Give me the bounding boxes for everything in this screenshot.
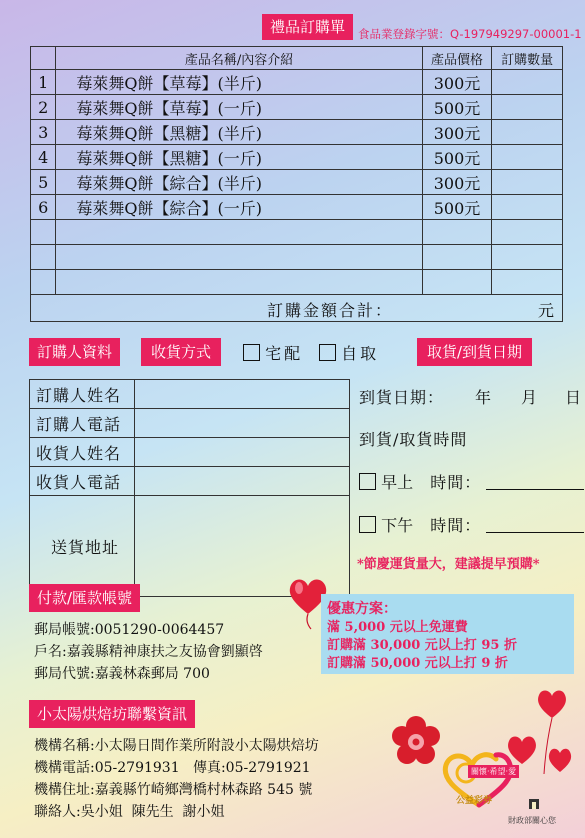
home-delivery-option[interactable] — [243, 341, 303, 364]
quantity-cell[interactable] — [492, 245, 563, 270]
day-label: 日 — [565, 388, 582, 407]
org-address: 機構住址:嘉義縣竹崎鄉灣橋村林森路 545 號 — [34, 782, 313, 798]
promo-title: 優惠方案： — [327, 601, 397, 617]
table-row — [31, 120, 563, 145]
delivery-date-tag: 取貨/到貨日期 — [417, 338, 532, 366]
contact-tag: 小太陽烘焙坊聯繫資訊 — [29, 700, 195, 728]
row-number: 5 — [31, 170, 56, 195]
account-holder: 戶名:嘉義縣精神康扶之友協會劉顯啓 — [34, 644, 263, 660]
product-name: 莓萊舞Q餅【黑糖】(半斤) — [56, 120, 422, 145]
product-name: 莓萊舞Q餅【草莓】(一斤) — [56, 95, 422, 120]
lottery-label: 公益彩券 — [456, 796, 493, 806]
table-row — [31, 145, 563, 170]
recipient-name-field[interactable] — [135, 438, 350, 467]
postal-branch-code: 郵局代號:嘉義林森郵局 700 — [34, 666, 210, 682]
morning-time-line[interactable] — [486, 489, 584, 490]
product-price: 500元 — [422, 145, 491, 170]
promo-line: 訂購滿 50,000 元以上打 9 折 — [327, 656, 508, 671]
col-price-header: 產品價格 — [422, 47, 491, 70]
promo-box — [321, 594, 574, 674]
row-number: 2 — [31, 95, 56, 120]
product-price: 300元 — [422, 70, 491, 95]
pickup-checkbox[interactable] — [319, 344, 336, 361]
afternoon-option[interactable] — [359, 513, 585, 536]
buyer-name-field[interactable] — [135, 380, 350, 409]
quantity-cell[interactable] — [492, 270, 563, 295]
lottery-ribbon: 關懷‧希望‧愛 — [468, 765, 519, 778]
order-table — [30, 46, 563, 322]
afternoon-time-label: 時間： — [430, 516, 482, 535]
product-price: 300元 — [422, 120, 491, 145]
org-name: 機構名稱:小太陽日間作業所附設小太陽烘焙坊 — [34, 738, 319, 754]
ministry-emblem-icon — [527, 797, 541, 811]
arrival-date-label: 到貨日期： — [359, 388, 445, 407]
product-price: 500元 — [422, 95, 491, 120]
pickup-option[interactable] — [319, 341, 379, 364]
year-label: 年 — [475, 388, 492, 407]
total-row — [31, 295, 563, 322]
home-delivery-checkbox[interactable] — [243, 344, 260, 361]
total-label: 訂購金額合計： — [267, 301, 394, 320]
quantity-cell[interactable] — [492, 145, 563, 170]
org-phone: 機構電話:05-2791931 傳真:05-2791921 — [34, 760, 311, 776]
afternoon-time-line[interactable] — [486, 532, 584, 533]
product-price: 300元 — [422, 170, 491, 195]
quantity-cell[interactable] — [492, 220, 563, 245]
table-row-empty — [31, 245, 563, 270]
recipient-phone-field[interactable] — [135, 467, 350, 496]
buyer-info-tag: 訂購人資料 — [29, 338, 120, 366]
buyer-phone-field[interactable] — [135, 409, 350, 438]
product-name: 莓萊舞Q餅【黑糖】(一斤) — [56, 145, 422, 170]
product-price: 500元 — [422, 195, 491, 220]
col-name-header: 產品名稱/內容介紹 — [56, 47, 422, 70]
table-row — [31, 195, 563, 220]
product-name: 莓萊舞Q餅【草莓】(半斤) — [56, 70, 422, 95]
recipient-phone-label: 收貨人電話 — [30, 467, 135, 496]
promo-line: 滿 5,000 元以上免運費 — [327, 620, 468, 635]
order-header-row — [31, 47, 563, 70]
delivery-method-tag: 收貨方式 — [141, 338, 221, 366]
quantity-cell[interactable] — [492, 195, 563, 220]
row-number: 3 — [31, 120, 56, 145]
contact-person: 聯絡人:吳小姐 陳先生 謝小姐 — [34, 804, 225, 820]
product-name: 莓萊舞Q餅【綜合】(一斤) — [56, 195, 422, 220]
arrival-date-row — [359, 385, 585, 407]
afternoon-label: 下午 — [381, 516, 414, 535]
quantity-cell[interactable] — [492, 95, 563, 120]
total-unit: 元 — [537, 301, 554, 320]
table-row-empty — [31, 270, 563, 295]
quantity-cell[interactable] — [492, 120, 563, 145]
home-delivery-label: 宅配 — [265, 344, 304, 363]
col-no-header — [31, 47, 56, 70]
food-license-number: 食品業登錄字號：Q-197949297-00001-1 — [358, 27, 582, 41]
row-number: 6 — [31, 195, 56, 220]
table-row-empty — [31, 220, 563, 245]
arrival-time-label: 到貨/取貨時間 — [359, 430, 468, 449]
holiday-notice: *節慶運貨量大，建議提早預購* — [357, 557, 540, 572]
ministry-slogan: 財政部關心您 — [508, 816, 556, 825]
address-label: 送貨地址 — [30, 496, 135, 597]
quantity-cell[interactable] — [492, 170, 563, 195]
promo-line: 訂購滿 30,000 元以上打 95 折 — [327, 638, 517, 653]
quantity-cell[interactable] — [492, 70, 563, 95]
postal-account: 郵局帳號:0051290-0064457 — [34, 622, 225, 638]
form-title: 禮品訂購單 — [262, 14, 353, 40]
pickup-label: 自取 — [341, 344, 380, 363]
morning-time-label: 時間： — [430, 473, 482, 492]
table-row — [31, 170, 563, 195]
table-row — [31, 95, 563, 120]
afternoon-checkbox[interactable] — [359, 516, 376, 533]
morning-label: 早上 — [381, 473, 414, 492]
row-number: 4 — [31, 145, 56, 170]
month-label: 月 — [521, 388, 538, 407]
row-number: 1 — [31, 70, 56, 95]
buyer-name-label: 訂購人姓名 — [30, 380, 135, 409]
morning-option[interactable] — [359, 470, 585, 493]
buyer-info-table — [29, 379, 350, 597]
col-qty-header: 訂購數量 — [492, 47, 563, 70]
morning-checkbox[interactable] — [359, 473, 376, 490]
buyer-phone-label: 訂購人電話 — [30, 409, 135, 438]
table-row — [31, 70, 563, 95]
product-name: 莓萊舞Q餅【綜合】(半斤) — [56, 170, 422, 195]
payment-tag: 付款/匯款帳號 — [29, 584, 140, 612]
recipient-name-label: 收貨人姓名 — [30, 438, 135, 467]
